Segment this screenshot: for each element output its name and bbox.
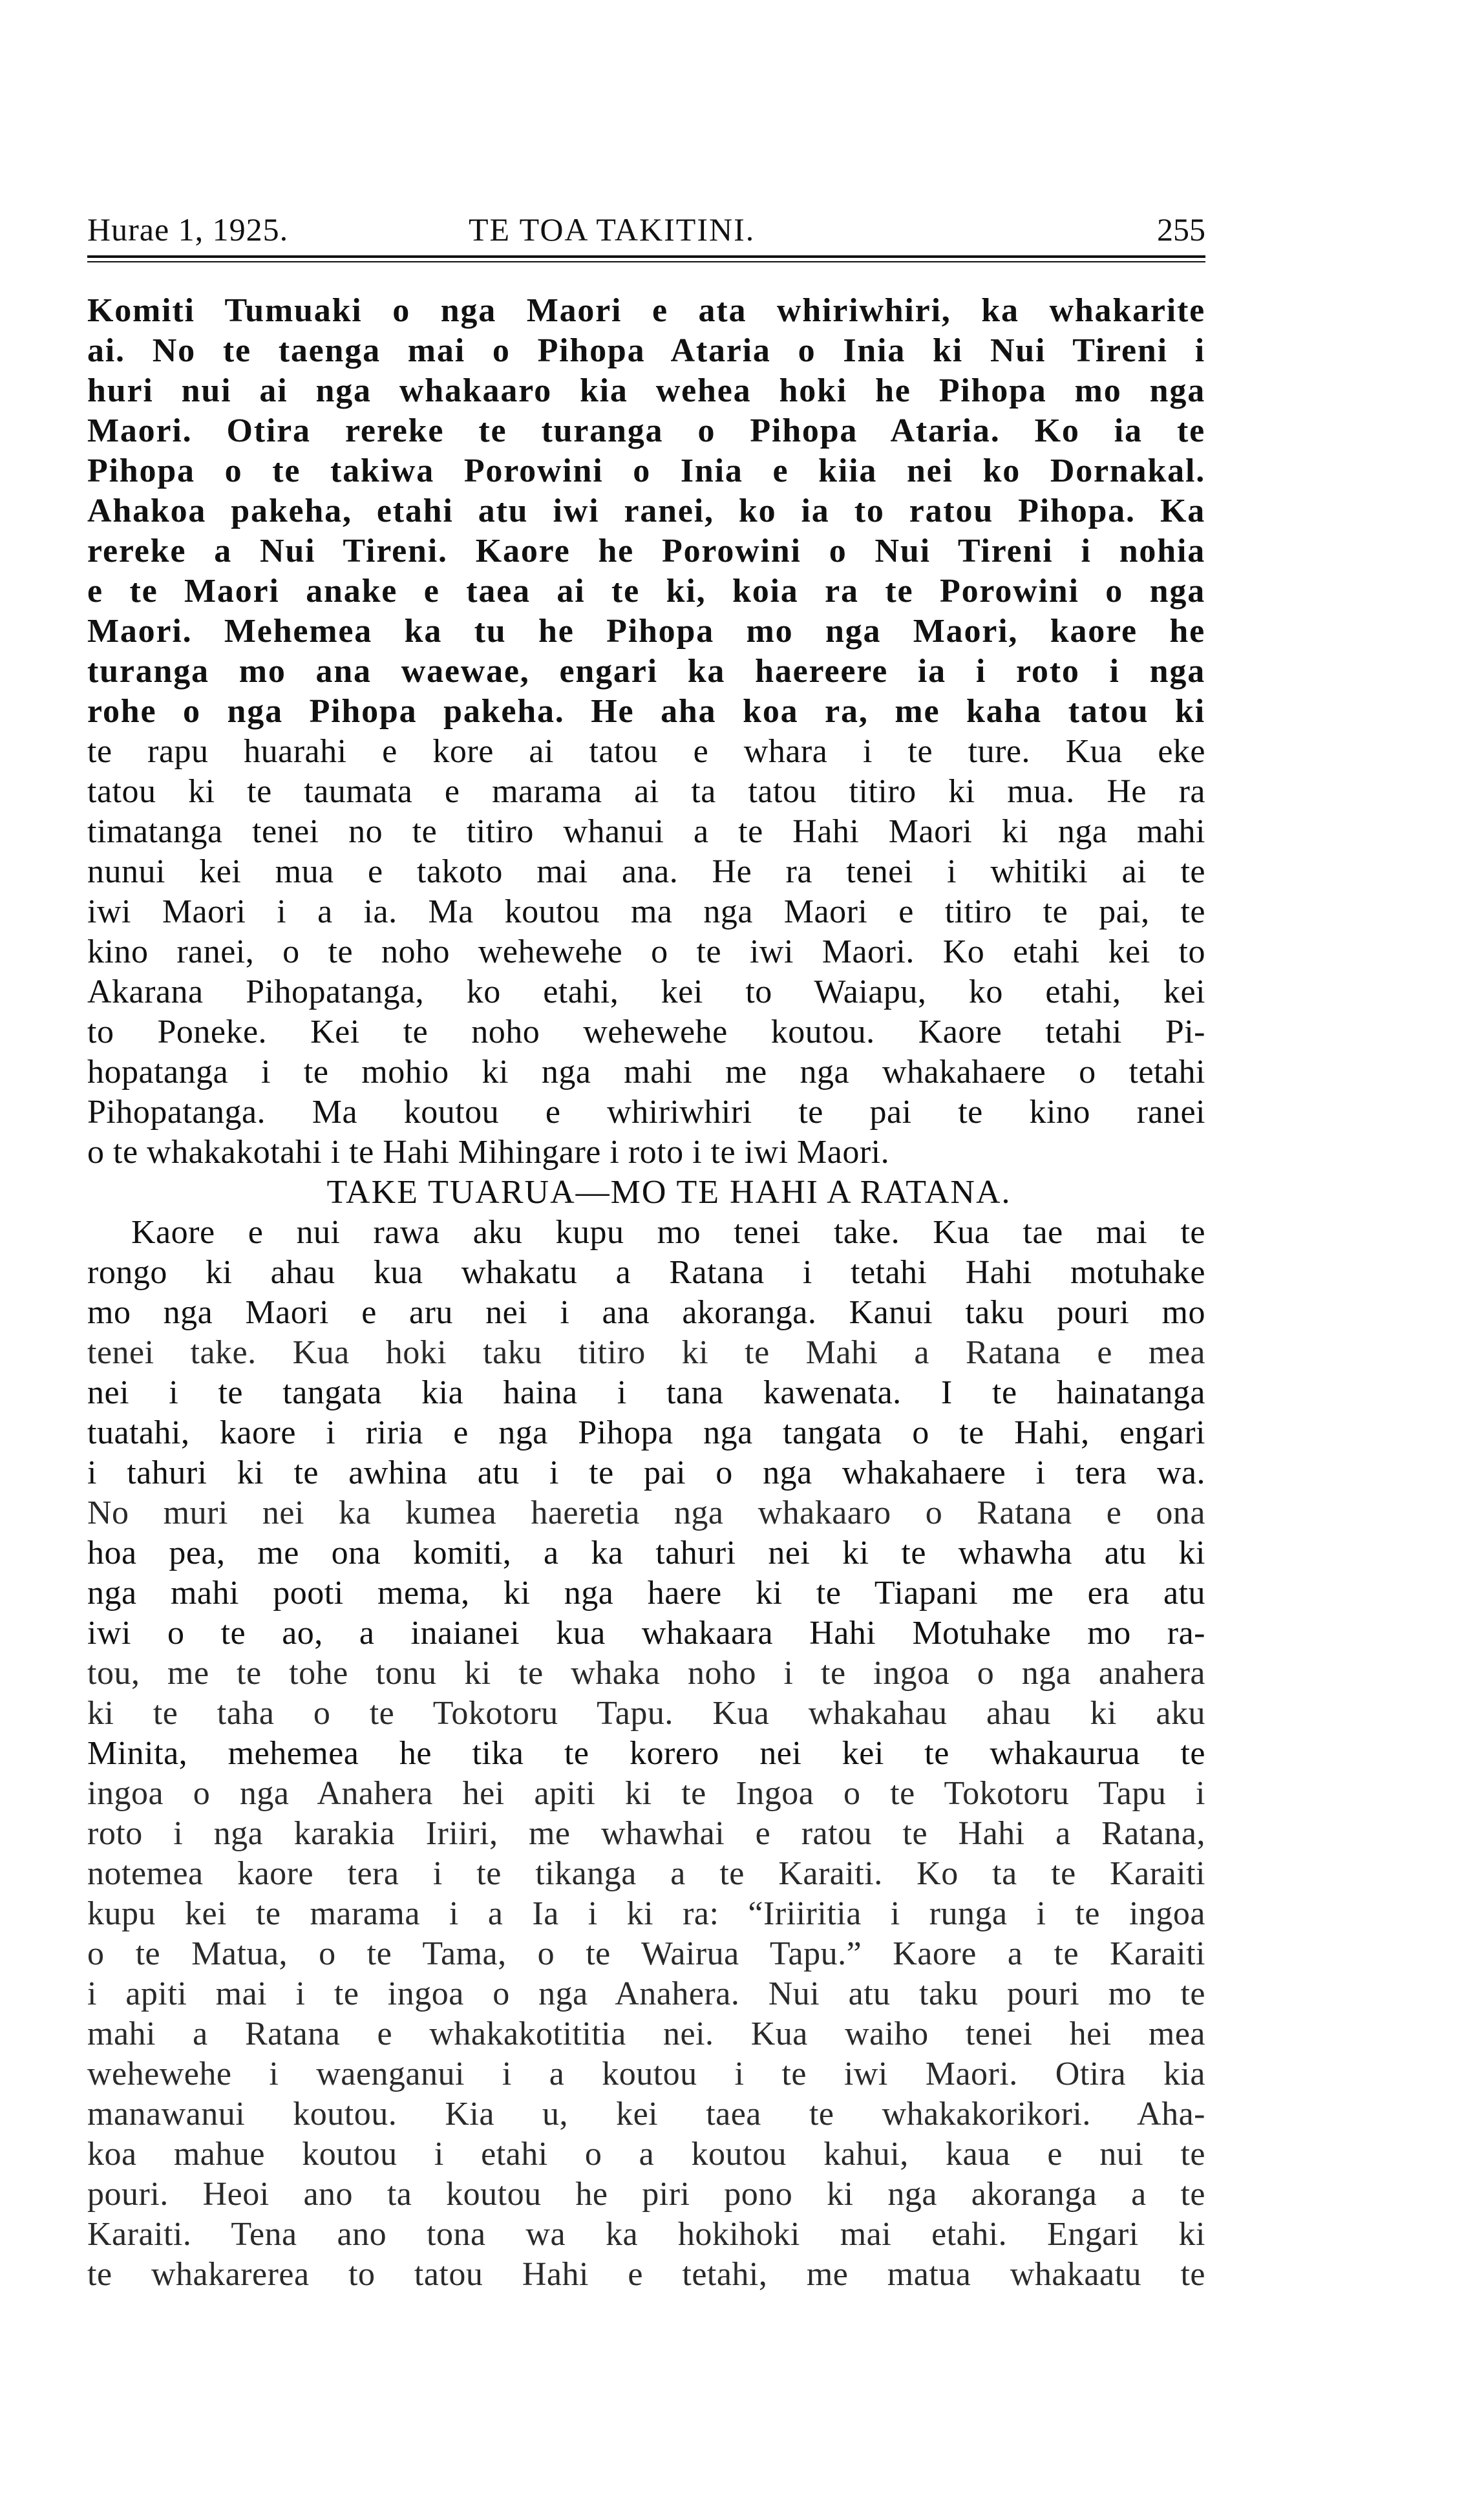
text-line: Minita, mehemea he tika te korero nei kei te whakaurua te	[87, 1735, 1205, 1772]
text-line: o te Matua, o te Tama, o te Wairua Tapu.” Kaore a te Karaiti	[87, 1935, 1205, 1972]
text-line: Maori. Otira rereke te turanga o Pihopa Ataria. Ko ia te	[87, 412, 1205, 449]
running-header	[87, 207, 1205, 252]
text-line: mo nga Maori e aru nei i ana akoranga. Kanui taku pouri mo	[87, 1294, 1205, 1331]
text-line: kino ranei, o te noho wehewehe o te iwi Maori. Ko etahi kei to	[87, 933, 1205, 970]
page-number: 255	[1157, 211, 1205, 248]
text-line: o te whakakotahi i te Hahi Mihingare i roto i te iwi Maori.	[87, 1134, 890, 1171]
text-line: iwi Maori i a ia. Ma koutou ma nga Maori e titiro te pai, te	[87, 893, 1205, 930]
header-rule-thick	[87, 255, 1205, 258]
text-line: nei i te tangata kia haina i tana kawenata. I te hainatanga	[87, 1374, 1205, 1411]
paragraph-2	[87, 1213, 1205, 2295]
text-line: huri nui ai nga whakaaro kia wehea hoki he Pihopa mo nga	[87, 372, 1205, 409]
text-line: Kaore e nui rawa aku kupu mo tenei take. Kua tae mai te	[131, 1214, 1205, 1251]
body-text	[87, 291, 1205, 2295]
text-line: nga mahi pooti mema, ki nga haere ki te Tiapani me era atu	[87, 1575, 1205, 1611]
text-line: Karaiti. Tena ano tona wa ka hokihoki mai etahi. Engari ki	[87, 2216, 1205, 2253]
text-line: No muri nei ka kumea haeretia nga whakaaro o Ratana e ona	[87, 1494, 1205, 1531]
text-line: hoa pea, me ona komiti, a ka tahuri nei ki te whawha atu ki	[87, 1535, 1205, 1571]
header-rule-thin	[87, 261, 1205, 262]
text-line: tou, me te tohe tonu ki te whaka noho i te ingoa o nga anahera	[87, 1655, 1205, 1692]
text-line: roto i nga karakia Iriiri, me whawhai e ratou te Hahi a Ratana,	[87, 1815, 1205, 1852]
text-line: mahi a Ratana e whakakotititia nei. Kua waiho tenei hei mea	[87, 2015, 1205, 2052]
text-line: notemea kaore tera i te tikanga a te Karaiti. Ko ta te Karaiti	[87, 1855, 1205, 1892]
text-line: rereke a Nui Tireni. Kaore he Porowini o Nui Tireni i nohia	[87, 533, 1205, 569]
text-line: tenei take. Kua hoki taku titiro ki te Mahi a Ratana e mea	[87, 1334, 1205, 1371]
text-line: wehewehe i waenganui i a koutou i te iwi Maori. Otira kia	[87, 2056, 1205, 2092]
text-line: tuatahi, kaore i riria e nga Pihopa nga tangata o te Hahi, engari	[87, 1414, 1205, 1451]
text-line: ai. No te taenga mai o Pihopa Ataria o Inia ki Nui Tireni i	[87, 332, 1205, 369]
text-line: kupu kei te marama i a Ia i ki ra: “Iriiritia i runga i te ingoa	[87, 1895, 1205, 1932]
issue-date: Hurae 1, 1925.	[87, 211, 289, 248]
text-line: i apiti mai i te ingoa o nga Anahera. Nui atu taku pouri mo te	[87, 1975, 1205, 2012]
text-line: Pihopa o te takiwa Porowini o Inia e kiia nei ko Dornakal.	[87, 452, 1205, 489]
text-line: e te Maori anake e taea ai te ki, koia ra te Porowini o nga	[87, 573, 1205, 610]
text-line: ingoa o nga Anahera hei apiti ki te Ingoa o te Tokotoru Tapu i	[87, 1775, 1205, 1812]
text-line: nunui kei mua e takoto mai ana. He ra tenei i whitiki ai te	[87, 853, 1205, 890]
paragraph-1	[87, 291, 1205, 1173]
text-line: ki te taha o te Tokotoru Tapu. Kua whakahau ahau ki aku	[87, 1695, 1205, 1732]
text-line: manawanui koutou. Kia u, kei taea te whakakorikori. Aha-	[87, 2096, 1205, 2132]
publication-title: TE TOA TAKITINI.	[469, 211, 756, 248]
text-line: Maori. Mehemea ka tu he Pihopa mo nga Maori, kaore he	[87, 613, 1205, 650]
text-line: to Poneke. Kei te noho wehewehe koutou. Kaore tetahi Pi-	[87, 1014, 1205, 1050]
text-line: Pihopatanga. Ma koutou e whiriwhiri te pai te kino ranei	[87, 1094, 1205, 1131]
text-line: Ahakoa pakeha, etahi atu iwi ranei, ko ia to ratou Pihopa. Ka	[87, 493, 1205, 529]
text-line: te whakarerea to tatou Hahi e tetahi, me matua whakaatu te	[87, 2256, 1205, 2293]
text-line: rongo ki ahau kua whakatu a Ratana i tetahi Hahi motuhake	[87, 1254, 1205, 1291]
text-line: pouri. Heoi ano ta koutou he piri pono ki nga akoranga a te	[87, 2176, 1205, 2213]
text-line: turanga mo ana waewae, engari ka haereere ia i roto i nga	[87, 653, 1205, 690]
text-line: koa mahue koutou i etahi o a koutou kahui, kaua e nui te	[87, 2136, 1205, 2173]
text-line: timatanga tenei no te titiro whanui a te Hahi Maori ki nga mahi	[87, 813, 1205, 850]
section-heading: TAKE TUARUA—MO TE HAHI A RATANA.	[326, 1174, 1012, 1211]
text-line: Akarana Pihopatanga, ko etahi, kei to Waiapu, ko etahi, kei	[87, 973, 1205, 1010]
text-line: Komiti Tumuaki o nga Maori e ata whiriwhiri, ka whakarite	[87, 292, 1205, 329]
text-line: tatou ki te taumata e marama ai ta tatou titiro ki mua. He ra	[87, 773, 1205, 810]
text-line: te rapu huarahi e kore ai tatou e whara i te ture. Kua eke	[87, 733, 1205, 770]
text-line: i tahuri ki te awhina atu i te pai o nga whakahaere i tera wa.	[87, 1454, 1205, 1491]
text-line: rohe o nga Pihopa pakeha. He aha koa ra, me kaha tatou ki	[87, 693, 1205, 730]
text-line: iwi o te ao, a inaianei kua whakaara Hahi Motuhake mo ra-	[87, 1615, 1205, 1652]
text-line: hopatanga i te mohio ki nga mahi me nga whakahaere o tetahi	[87, 1054, 1205, 1090]
